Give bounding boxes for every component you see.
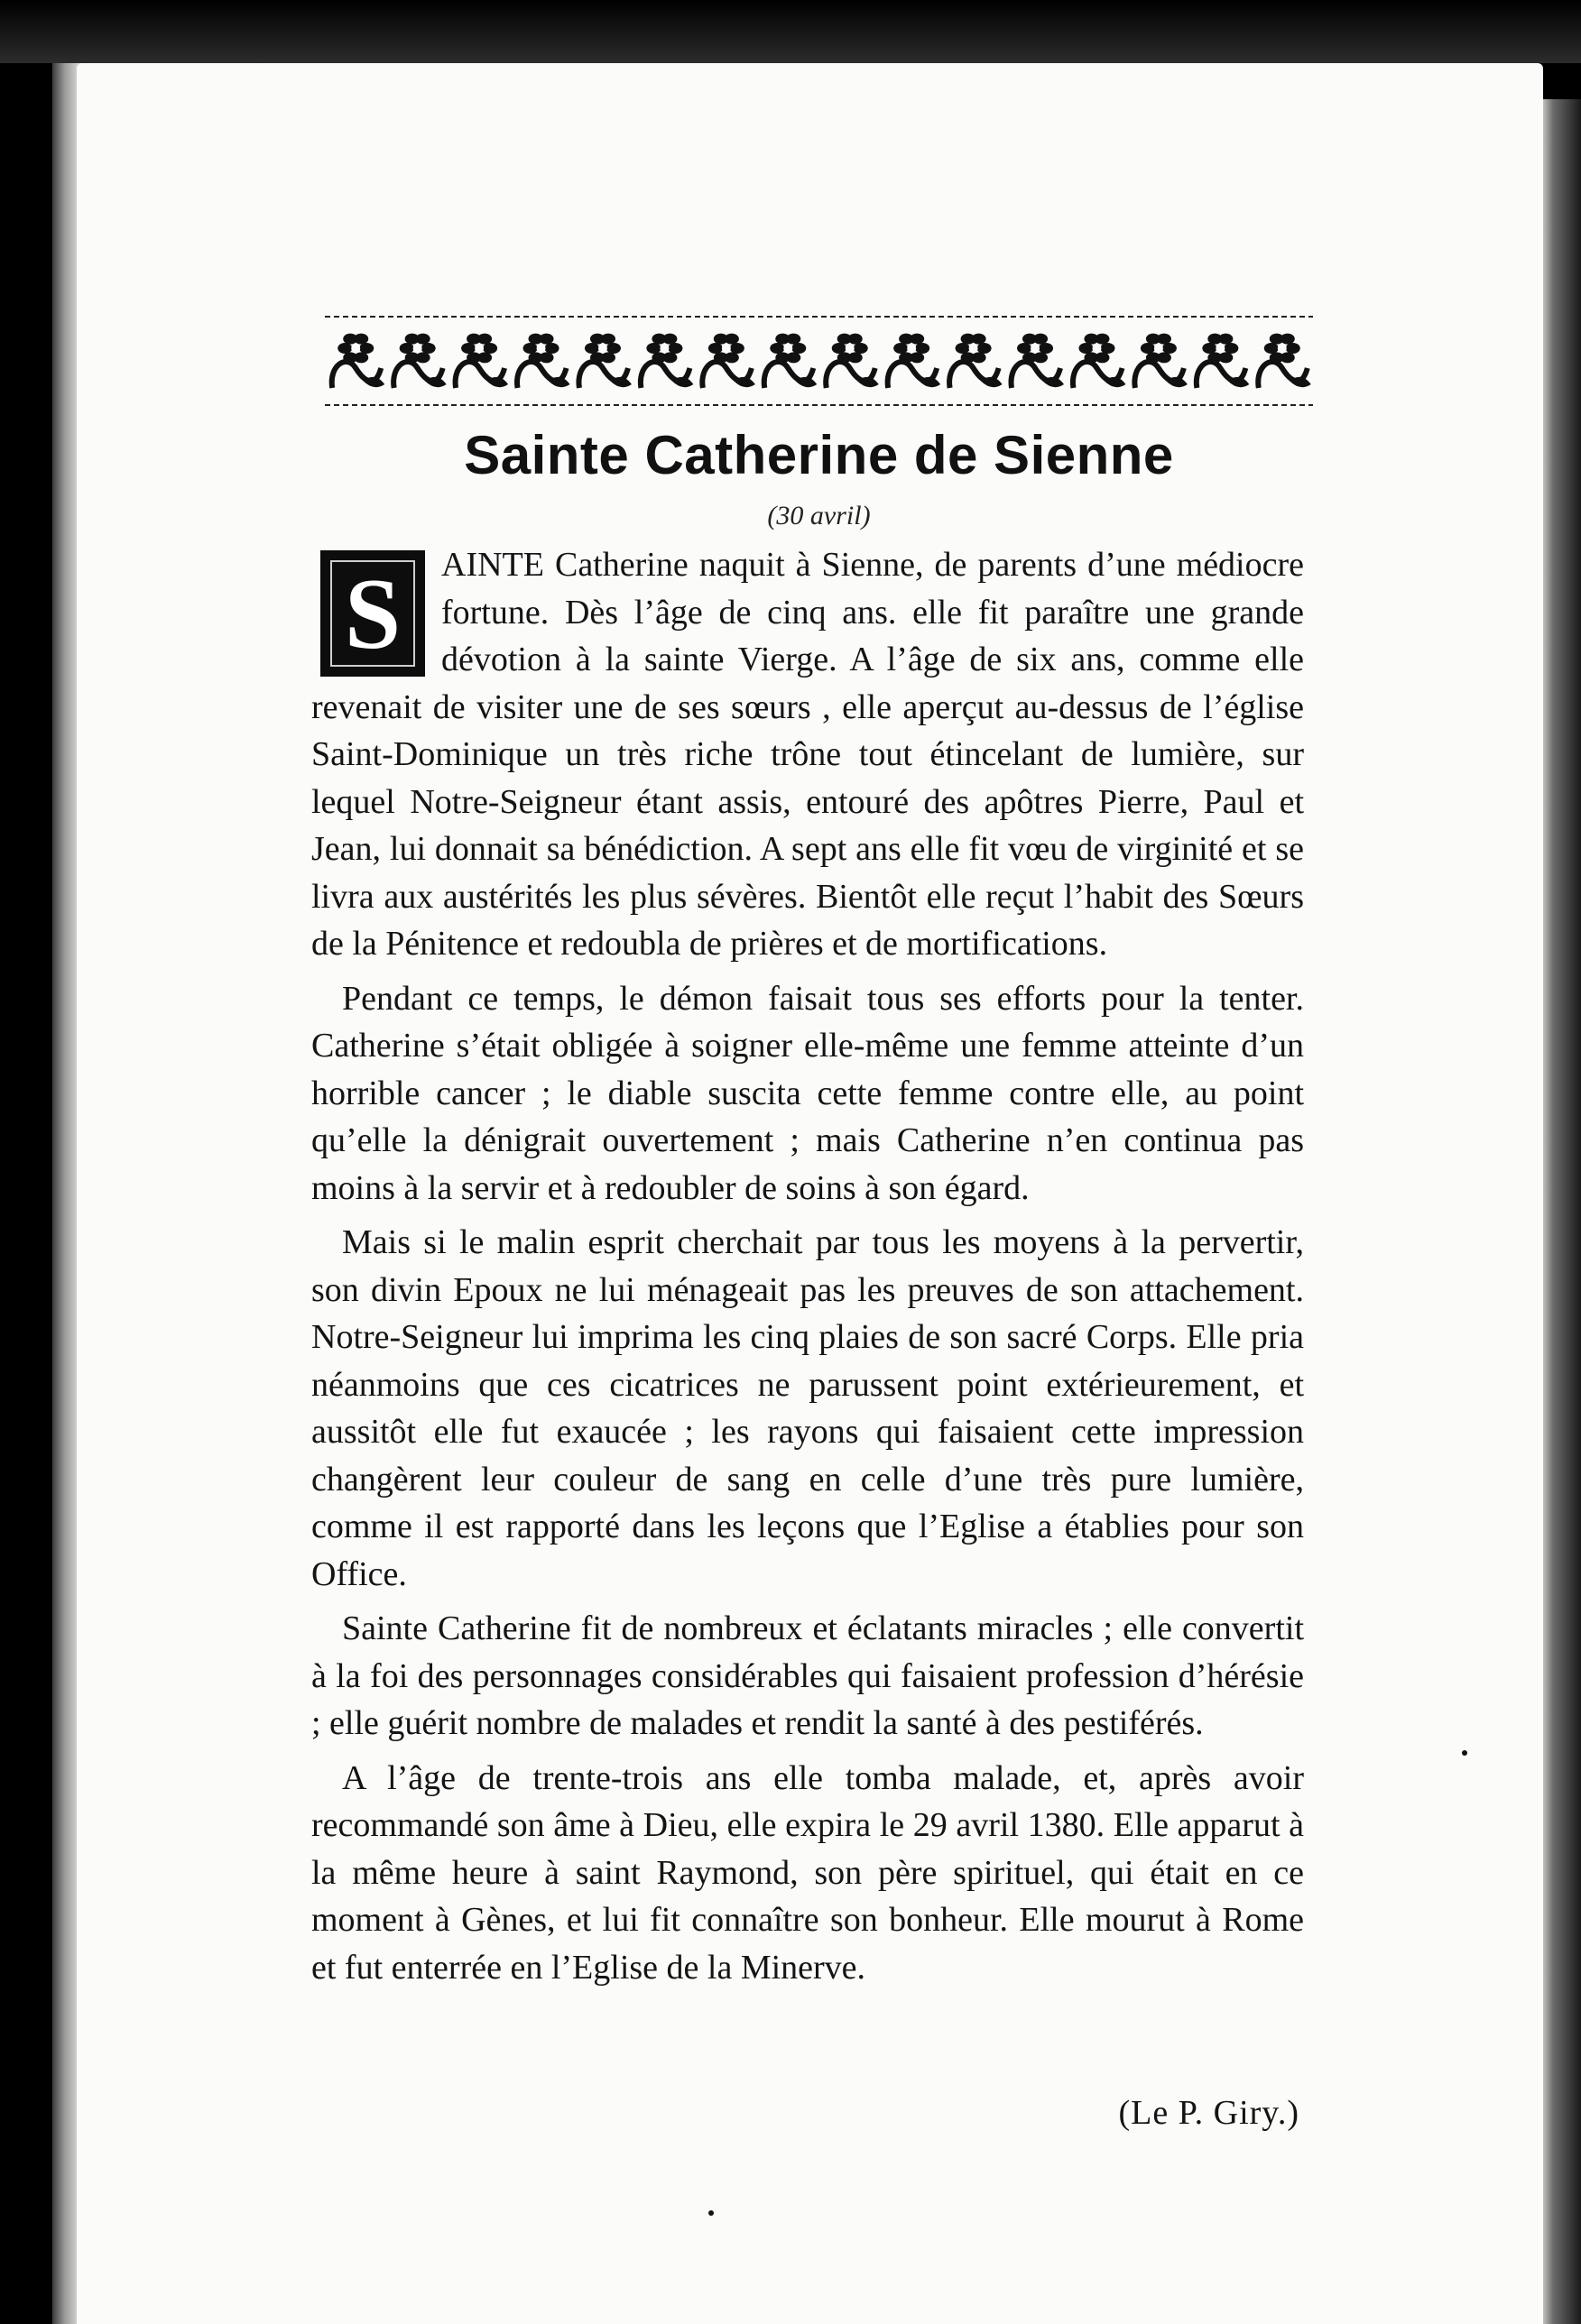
flower-ornament-icon xyxy=(332,334,385,388)
flower-ornament-icon xyxy=(702,334,755,388)
drop-cap xyxy=(320,550,425,677)
feast-date: (30 avril) xyxy=(767,501,871,530)
scan-top-border xyxy=(0,0,1581,63)
flower-ornament-icon xyxy=(764,334,818,388)
flower-ornament-icon xyxy=(949,334,1003,388)
speck xyxy=(708,2210,714,2216)
page-stack-edge xyxy=(1541,99,1581,2324)
paragraph-text: AINTE Catherine naquit à Sienne, de parents d’une médiocre fortune. Dès l’âge de cinq ans. elle fit paraître une grande dévotion à la sainte Vierge. A l’âge de six ans, comme elle revenait de visiter une de ses sœurs , elle aperçut au-dessus de l’église Saint-Dominique un très riche trône tout étincelant de lumière, sur lequel Notre-Seigneur étant assis, entouré des apôtres Pierre, Paul et Jean, lui donnait sa bénédiction. A sept ans elle fit vœu de virginité et se livra aux austérités les plus sévères. Bientôt elle reçut l’habit des Sœurs de la Pénitence et redoubla de prières et de mortifications. xyxy=(311,546,1304,963)
paragraph xyxy=(311,541,1304,968)
drop-cap-letter: S xyxy=(344,558,402,670)
paragraph: Pendant ce temps, le démon faisait tous ses efforts pour la tenter. Catherine s’était obligée à soigner elle-même une femme atteinte d’un horrible cancer ; le diable suscita cette femme contre elle, au point qu’elle la dénigrait ouvertement ; mais Catherine n’en continua pas moins à la servir et à redoubler de soins à son égard. xyxy=(311,979,1304,1207)
speck xyxy=(1462,1750,1467,1756)
flower-ornament-icon xyxy=(826,334,879,388)
page-title: Sainte Catherine de Sienne xyxy=(464,425,1174,485)
flower-ornament-icon xyxy=(393,334,447,388)
article-body xyxy=(311,541,1304,1998)
flower-ornament-icon xyxy=(641,334,694,388)
paragraph: A l’âge de trente-trois ans elle tomba malade, et, après avoir recommandé son âme à Dieu, elle expira le 29 avril 1380. Elle apparut à la même heure à saint Raymond, son père spirituel, qui était en ce moment à Gènes, et lui fit connaître son bonheur. Elle mourut à Rome et fut enterrée en l’Eglise de la Minerve. xyxy=(311,1758,1304,1987)
paragraph: Sainte Catherine fit de nombreux et éclatants miracles ; elle convertit à la foi des personnages considérables qui faisaient profession d’hérésie ; elle guérit nombre de malades et rendit la santé à des pestiférés. xyxy=(311,1609,1304,1742)
flower-ornament-icon xyxy=(1197,334,1250,388)
flower-ornament-icon xyxy=(1012,334,1065,388)
flower-ornament-icon xyxy=(1258,334,1311,388)
flower-ornament-icon xyxy=(888,334,941,388)
flower-ornament-icon xyxy=(1134,334,1188,388)
flower-ornament-icon xyxy=(578,334,632,388)
attribution: (Le P. Giry.) xyxy=(1118,2094,1299,2132)
flower-ornament-icon xyxy=(517,334,570,388)
floral-border-icon xyxy=(325,311,1313,410)
paragraph: Mais si le malin esprit cherchait par tous les moyens à la pervertir, son divin Epoux ne lui ménageait pas les preuves de son attachement. Notre-Seigneur lui imprima les cinq plaies de son sacré Corps. Elle pria néanmoins que ces cicatrices ne parussent point extérieurement, et aussitôt elle fut exaucée ; les rayons qui faisaient cette impression changèrent leur couleur de sang en celle d’une très pure lumière, comme il est rapporté dans les leçons que l’Eglise a établies pour son Office. xyxy=(311,1223,1304,1593)
flower-ornament-icon xyxy=(456,334,509,388)
flower-ornament-icon xyxy=(1073,334,1126,388)
